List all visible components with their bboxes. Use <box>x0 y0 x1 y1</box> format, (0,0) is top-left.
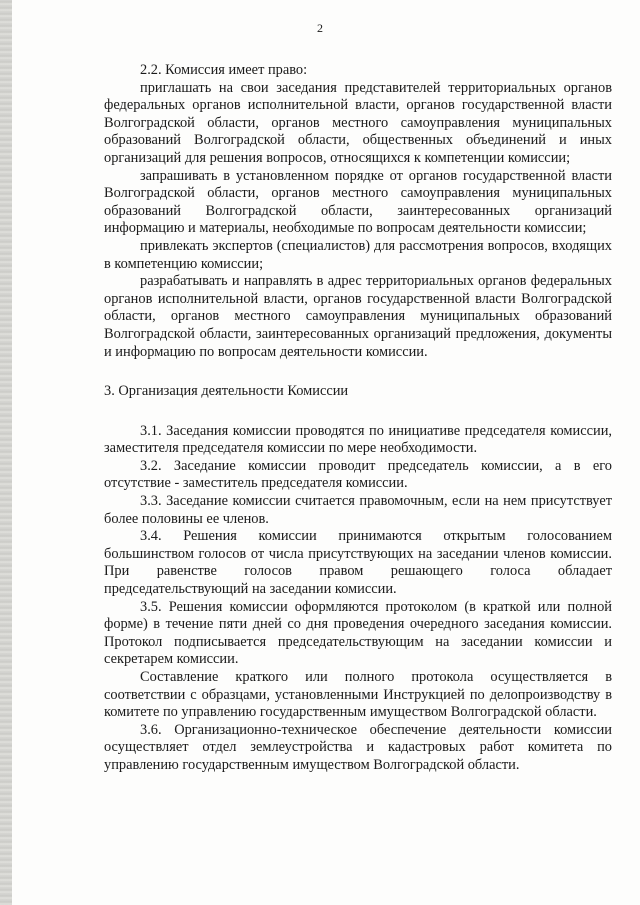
section-3-title: 3. Организация деятельности Комиссии <box>104 383 349 400</box>
clause-2-2-heading: 2.2. Комиссия имеет право: <box>140 62 308 78</box>
clause-2-2-item-develop: разрабатывать и направлять в адрес территориальных органов федеральных органов исполнительной власти, органов государственной власти Волгоградской области, органов местного самоуправления муниципальных образований Волгоградской области, заинтересованных организаций предложения, документы и информацию по вопросам деятельности комиссии. <box>104 273 612 360</box>
document-body <box>104 62 612 775</box>
clause-2-2-item-experts: привлекать экспертов (специалистов) для рассмотрения вопросов, входящих в компетенцию комиссии; <box>104 237 612 272</box>
clause-3-2: 3.2. Заседание комиссии проводит председатель комиссии, а в его отсутствие - заместитель председателя комиссии. <box>104 457 612 492</box>
clause-3-5: 3.5. Решения комиссии оформляются протоколом (в краткой или полной форме) в течение пяти дней со дня проведения очередного заседания комиссии. Протокол подписывается председательствующим на заседании комиссии и секретарем комиссии. <box>104 598 612 668</box>
clause-3-4: 3.4. Решения комиссии принимаются открытым голосованием большинством голосов от числа присутствующих на заседании членов комиссии. При равенстве голосов правом решающего голоса обладает председательствующий на заседании комиссии. <box>104 528 612 598</box>
scan-edge-shadow <box>0 0 12 905</box>
clause-3-5-protocol-forms: Составление краткого или полного протокола осуществляется в соответствии с образцами, установленными Инструкцией по делопроизводству в комитете по управлению государственным имуществом Волгоградской области. <box>104 669 612 721</box>
clause-2-2-item-request: запрашивать в установленном порядке от органов государственной власти Волгоградской области, органов местного самоуправления муниципальных образований Волгоградской области, заинтересованных организаций информацию и материалы, необходимые по вопросам деятельности комиссии; <box>104 167 612 237</box>
clause-2-2-item-invite: приглашать на свои заседания представителей территориальных органов федеральных органов исполнительной власти, органов государственной власти Волгоградской области, органов местного самоуправления муниципальных образований Волгоградской области, общественных объединений и иных организаций для решения вопросов, относящихся к компетенции комиссии; <box>104 79 612 166</box>
clause-3-1: 3.1. Заседания комиссии проводятся по инициативе председателя комиссии, заместителя председателя комиссии по мере необходимости. <box>104 422 612 457</box>
clause-3-6: 3.6. Организационно-техническое обеспечение деятельности комиссии осуществляет отдел землеустройства и кадастровых работ комитета по управлению государственным имуществом Волгоградской области. <box>104 721 612 773</box>
clause-3-3: 3.3. Заседание комиссии считается правомочным, если на нем присутствует более половины ее членов. <box>104 493 612 527</box>
page-number: 2 <box>317 21 323 35</box>
